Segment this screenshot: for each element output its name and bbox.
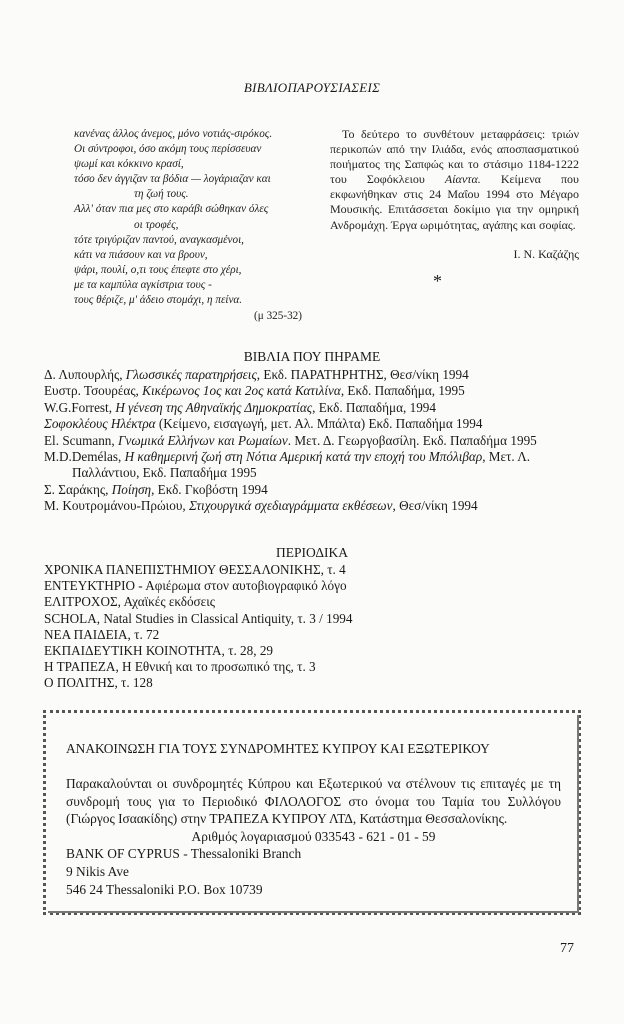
review-column bbox=[330, 127, 579, 289]
book-publisher: . Μετ. Δ. Γεωργοβασίλη. Εκδ. Παπαδήμα 1995 bbox=[287, 432, 537, 448]
poem-line: Οι σύντροφοι, όσο ακόμη τους περίσσευαν bbox=[74, 143, 262, 156]
notice-paragraph: Παρακαλούνται οι συνδρομητές Κύπρου και Εξωτερικού να στέλνουν τις επιταγές με τη συνδρομή τους για το Περιοδικό ΦΙΛΟΛΟΓΟΣ στο όνομα του Ταμία του Συλλόγου (Γιώργος Ισαακίδης) στην ΤΡΑΠΕΖΑ ΚΥΠΡΟΥ ΛΤΔ, Κατάστημα Θεσσαλονίκης. bbox=[66, 776, 561, 827]
poem-line: ψωμί και κόκκινο κρασί, bbox=[74, 158, 184, 171]
poem-line: Αλλ' όταν πια μες στο καράβι σώθηκαν όλες bbox=[74, 203, 269, 216]
book-author: Μ. Κουτρομάνου-Πρώιου, bbox=[44, 498, 189, 514]
book-entry bbox=[44, 449, 584, 482]
notice-body bbox=[66, 775, 561, 898]
poem-reference: (μ 325-32) bbox=[254, 310, 302, 323]
book-entry bbox=[44, 498, 584, 514]
periodical-entry: ΧΡΟΝΙΚΑ ΠΑΝΕΠΙΣΤΗΜΙΟΥ ΘΕΣΣΑΛΟΝΙΚΗΣ, τ. 4 bbox=[44, 562, 346, 577]
review-text-italic: Αίαντα. bbox=[444, 172, 481, 187]
running-head: ΒΙΒΛΙΟΠΑΡΟΥΣΙΑΣΕΙΣ bbox=[243, 80, 381, 95]
book-author: El. Scumann, bbox=[44, 432, 118, 448]
book-title: Η καθημερινή ζωή στη Νότια Αμερική κατά την εποχή του Μπόλιβαρ bbox=[124, 449, 483, 465]
book-title: Σοφοκλέους Ηλέκτρα bbox=[44, 416, 156, 432]
book-title: Γλωσσικές παρατηρήσεις bbox=[125, 367, 257, 382]
poem-line: οι τροφές, bbox=[134, 218, 179, 231]
address-line: 9 Nikis Ave bbox=[66, 863, 129, 879]
book-title: Κικέρωνος 1ος και 2ος κατά Κατιλίνα bbox=[142, 383, 341, 399]
book-publisher: , Μετ. Λ. Παλλάντιου, Εκδ. Παπαδήμα 1995 bbox=[72, 449, 531, 481]
book-entry bbox=[44, 367, 584, 383]
book-author: Σ. Σαράκης, bbox=[44, 481, 112, 497]
periodical-entry: ΕΛΙΤΡΟΧΟΣ, Αχαϊκές εκδόσεις bbox=[44, 594, 215, 610]
book-publisher: (Κείμενο, εισαγωγή, μετ. Αλ. Μπάλτα) Εκδ. Παπαδήμα 1994 bbox=[155, 416, 483, 432]
notice-title: ΑΝΑΚΟΙΝΩΣΗ ΓΙΑ ΤΟΥΣ ΣΥΝΔΡΟΜΗΤΕΣ ΚΥΠΡΟΥ ΚΑΙ ΕΞΩΤΕΡΙΚΟΥ bbox=[66, 741, 490, 756]
book-publisher: , Εκδ. Παπαδήμα, 1995 bbox=[340, 383, 465, 399]
periodicals-list bbox=[44, 562, 584, 692]
books-section-title: ΒΙΒΛΙΑ ΠΟΥ ΠΗΡΑΜΕ bbox=[243, 349, 381, 364]
book-author: M.D.Demélas, bbox=[44, 449, 125, 465]
periodical-entry: ΝΕΑ ΠΑΙΔΕΙΑ, τ. 72 bbox=[44, 626, 160, 642]
book-entry bbox=[44, 482, 584, 498]
book-entry bbox=[44, 416, 584, 432]
periodical-entry: ΕΝΤΕΥΚΤΗΡΙΟ - Αφιέρωμα στον αυτοβιογραφικό λόγο bbox=[44, 578, 347, 594]
book-publisher: , Θεσ/νίκη 1994 bbox=[392, 498, 478, 514]
poem-line: με τα καμπύλα αγκίστρια τους - bbox=[74, 278, 212, 291]
poem-line: τους θέριζε, μ' άδειο στομάχι, η πείνα. bbox=[74, 294, 243, 307]
poem-line: ψάρι, πουλί, ο,τι τους έπεφτε στο χέρι, bbox=[74, 263, 242, 276]
book-author: Δ. Λυπουρλής, bbox=[44, 367, 126, 382]
review-text: Κείμενα που εκφωνήθηκαν στις 24 Μαΐου 1994 στο Μέγαρο Μουσικής. Επιτάσσεται δοκίμιο για την ομηρική Ανδρομάχη. Έργα ωριμότητας, αγάπης και σοφίας. bbox=[330, 172, 580, 232]
book-title: Ποίηση bbox=[111, 481, 152, 497]
page-number: 77 bbox=[560, 941, 574, 956]
book-entry bbox=[44, 400, 584, 416]
poem-line: κανένας άλλος άνεμος, μόνο νοτιάς-σιρόκος. bbox=[74, 128, 273, 140]
book-author: W.G.Forrest, bbox=[44, 399, 116, 415]
review-signature: Ι. Ν. Καζάζης bbox=[513, 246, 579, 261]
book-author: Ευστρ. Τσουρέας, bbox=[44, 383, 143, 399]
book-entry bbox=[44, 433, 584, 449]
poem-line: τότε τριγύριζαν παντού, αναγκασμένοι, bbox=[74, 233, 244, 246]
periodical-entry: Η ΤΡΑΠΕΖΑ, Η Εθνική και το προσωπικό της, τ. 3 bbox=[44, 659, 316, 675]
poem-line: τόσο δεν άγγιζαν τα βόδια — λογάριαζαν και bbox=[74, 173, 271, 186]
periodical-entry: ΕΚΠΑΙΔΕΥΤΙΚΗ ΚΟΙΝΟΤΗΤΑ, τ. 28, 29 bbox=[44, 643, 274, 659]
book-title: Στιχουργικά σχεδιαγράμματα εκθέσεων bbox=[188, 498, 393, 514]
poem-excerpt bbox=[74, 127, 324, 324]
periodical-entry: Ο ΠΟΛΙΤΗΣ, τ. 128 bbox=[44, 675, 153, 691]
address-line: 546 24 Thessaloniki P.O. Box 10739 bbox=[66, 881, 263, 897]
poem-line: κάτι να πιάσουν και να βρουν, bbox=[74, 248, 208, 261]
review-paragraph bbox=[330, 127, 579, 233]
book-publisher: , Εκδ. Παπαδήμα, 1994 bbox=[312, 399, 436, 415]
review-text: Το δεύτερο το συνθέτουν μεταφράσεις: τριών περικοπών από την Ιλιάδα, ενός αποσπασματικού ποιήματος της Σαπφώς και το στάσιμο 1184-1222 του Σοφόκλειου bbox=[330, 127, 579, 187]
section-separator: * bbox=[433, 270, 442, 291]
book-title: Γνωμικά Ελλήνων και Ρωμαίων bbox=[118, 432, 288, 448]
book-entry bbox=[44, 383, 584, 399]
periodical-entry: SCHOLA, Natal Studies in Classical Antiquity, τ. 3 / 1994 bbox=[44, 610, 353, 626]
poem-line: τη ζωή τους. bbox=[134, 188, 189, 201]
address-line: BANK OF CYPRUS - Thessaloniki Branch bbox=[66, 846, 302, 862]
books-list bbox=[44, 367, 584, 515]
book-title: Η γένεση της Αθηναϊκής Δημοκρατίας bbox=[115, 399, 313, 415]
periodicals-section-title: ΠΕΡΙΟΔΙΚΑ bbox=[275, 545, 349, 560]
account-number: Αριθμός λογαριασμού 033543 - 621 - 01 - 59 bbox=[191, 828, 436, 844]
subscription-notice-box bbox=[43, 710, 581, 915]
book-publisher: , Εκδ. ΠΑΡΑΤΗΡΗΤΗΣ, Θεσ/νίκη 1994 bbox=[256, 367, 469, 382]
book-publisher: , Εκδ. Γκοβόστη 1994 bbox=[151, 481, 268, 497]
